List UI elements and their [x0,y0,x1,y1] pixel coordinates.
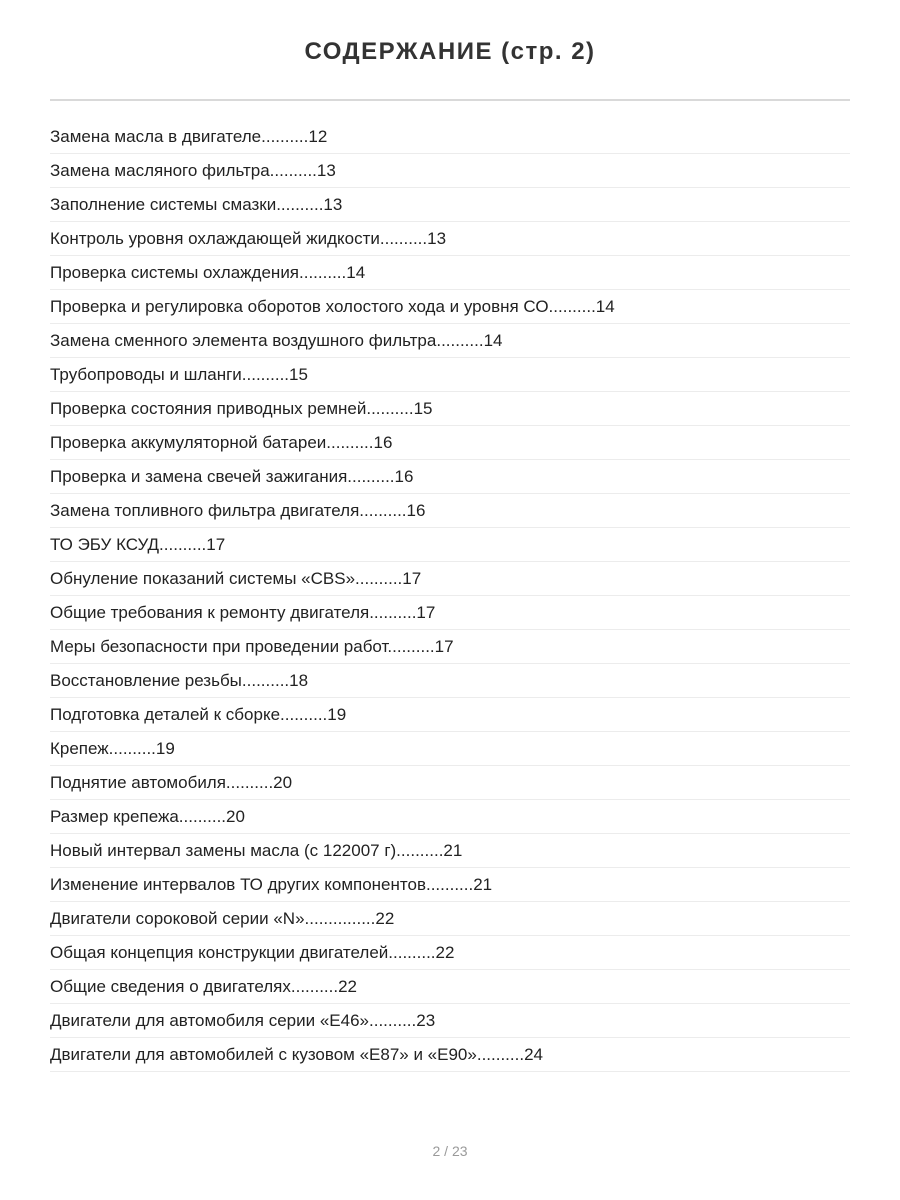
toc-entry: Обнуление показаний системы «CBS»..........17 [50,562,850,596]
toc-entry: Заполнение системы смазки..........13 [50,188,850,222]
toc-entry: Двигатели для автомобиля серии «E46»..........23 [50,1004,850,1038]
toc-entry: Изменение интервалов ТО других компонентов..........21 [50,868,850,902]
toc-entry: ТО ЭБУ КСУД..........17 [50,528,850,562]
toc-entry: Подготовка деталей к сборке..........19 [50,698,850,732]
toc-entry: Восстановление резьбы..........18 [50,664,850,698]
toc-entry: Общие сведения о двигателях..........22 [50,970,850,1004]
toc-entry: Контроль уровня охлаждающей жидкости..........13 [50,222,850,256]
toc-entry: Проверка системы охлаждения..........14 [50,256,850,290]
toc-entry: Проверка и замена свечей зажигания..........16 [50,460,850,494]
toc-entry: Общая концепция конструкции двигателей..........22 [50,936,850,970]
toc-entry: Общие требования к ремонту двигателя..........17 [50,596,850,630]
toc-entry: Замена топливного фильтра двигателя..........16 [50,494,850,528]
toc-entry: Замена масляного фильтра..........13 [50,154,850,188]
toc-entry: Двигатели сороковой серии «N»...............22 [50,902,850,936]
page-indicator: 2 / 23 [432,1143,468,1159]
page-title: СОДЕРЖАНИЕ (стр. 2) [304,38,596,65]
toc-entry: Двигатели для автомобилей с кузовом «E87» и «E90»..........24 [50,1038,850,1072]
toc-entry: Меры безопасности при проведении работ..........17 [50,630,850,664]
toc-entry: Замена сменного элемента воздушного фильтра..........14 [50,324,850,358]
toc-entry: Замена масла в двигателе..........12 [50,120,850,154]
toc-entry: Крепеж..........19 [50,732,850,766]
table-of-contents [50,120,850,1072]
toc-entry: Трубопроводы и шланги..........15 [50,358,850,392]
toc-entry: Проверка состояния приводных ремней..........15 [50,392,850,426]
toc-entry: Проверка и регулировка оборотов холостого хода и уровня СО..........14 [50,290,850,324]
toc-entry: Размер крепежа..........20 [50,800,850,834]
toc-entry: Новый интервал замены масла (с 122007 г)..........21 [50,834,850,868]
title-divider [50,99,850,101]
toc-entry: Поднятие автомобиля..........20 [50,766,850,800]
toc-entry: Проверка аккумуляторной батареи..........16 [50,426,850,460]
